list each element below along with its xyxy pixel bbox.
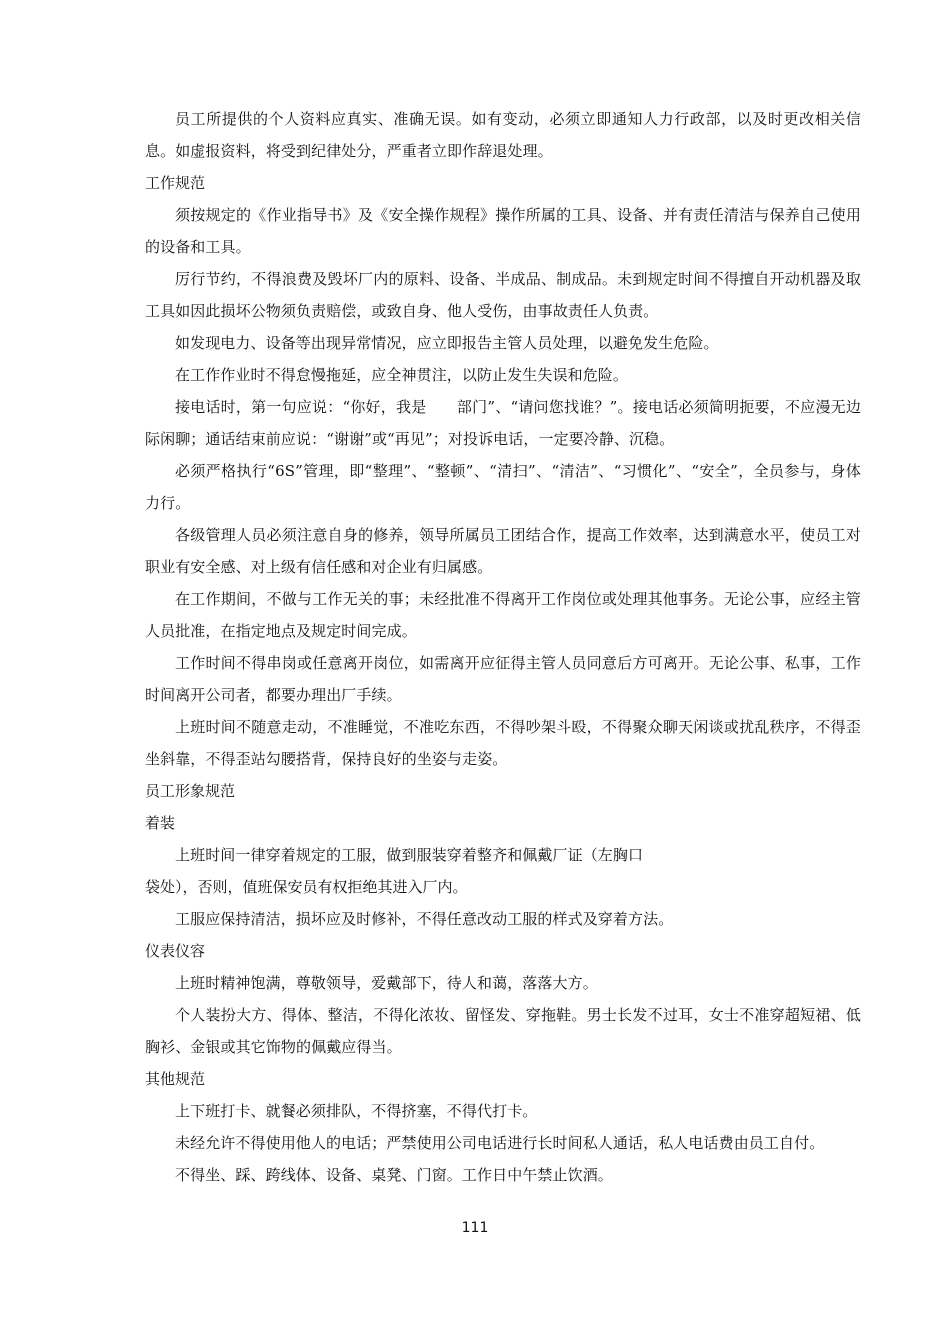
subheading-appearance: 仪表仪容: [145, 942, 206, 960]
paragraph-personal-info: 员工所提供的个人资料应真实、准确无误。如有变动，必须立即通知人力行政部，以及时更改相关信息。如虚报资料，将受到纪律处分，严重者立即作辞退处理。: [145, 110, 861, 160]
paragraph-telephone-use: 未经允许不得使用他人的电话；严禁使用公司电话进行长时间私人通话，私人电话费由员工自付。: [175, 1134, 825, 1152]
paragraph-spirit: 上班时精神饱满，尊敬领导，爱戴部下，待人和蔼，落落大方。: [175, 974, 598, 992]
paragraph-managers: 各级管理人员必须注意自身的修养，领导所属员工团结合作，提高工作效率，达到满意水平，使员工对职业有安全感、对上级有信任感和对企业有归属感。: [145, 526, 861, 576]
paragraph-grooming: 个人装扮大方、得体、整洁，不得化浓妆、留怪发、穿拖鞋。男士长发不过耳，女士不准穿超短裙、低胸衫、金银或其它饰物的佩戴应得当。: [145, 1006, 861, 1056]
paragraph-leave-post: 工作时间不得串岗或任意离开岗位，如需离开应征得主管人员同意后方可离开。无论公事、私事，工作时间离开公司者，都要办理出厂手续。: [145, 654, 861, 704]
paragraph-phone-etiquette: 接电话时，第一句应说：“你好，我是 部门”、“请问您找谁？”。接电话必须简明扼要，不应漫无边际闲聊；通话结束前应说：“谢谢”或“再见”；对投诉电话，一定要冷静、沉稳。: [145, 398, 861, 448]
section-heading-image: 员工形象规范: [145, 782, 236, 800]
paragraph-operating-procedures: 须按规定的《作业指导书》及《安全操作规程》操作所属的工具、设备、并有责任清洁与保养自己使用的设备和工具。: [145, 206, 861, 256]
paragraph-economy: 厉行节约，不得浪费及毁坏厂内的原料、设备、半成品、制成品。未到规定时间不得擅自开动机器及取工具如因此损坏公物须负责赔偿，或致自身、他人受伤，由事故责任人负责。: [145, 270, 861, 320]
paragraph-concentration: 在工作作业时不得怠慢拖延，应全神贯注，以防止发生失误和危险。: [175, 366, 629, 384]
paragraph-behavior: 上班时间不随意走动，不准睡觉，不准吃东西，不得吵架斗殴，不得聚众聊天闲谈或扰乱秩序，不得歪坐斜靠，不得歪站勾腰搭背，保持良好的坐姿与走姿。: [145, 718, 861, 768]
page-content: [145, 103, 861, 1191]
subheading-dress: 着装: [145, 814, 176, 832]
paragraph-uniform-continued: 袋处），否则，值班保安员有权拒绝其进入厂内。: [145, 878, 468, 896]
paragraph-6s: 必须严格执行“6S”管理，即“整理”、“整顿”、“清扫”、“清洁”、“习惯化”、“安全”，全员参与，身体力行。: [145, 462, 861, 512]
paragraph-no-drinking: 不得坐、踩、跨线体、设备、桌凳、门窗。工作日中午禁止饮酒。: [175, 1166, 613, 1184]
section-heading-work-rules: 工作规范: [145, 174, 206, 192]
subheading-other-rules: 其他规范: [145, 1070, 206, 1088]
paragraph-abnormal-report: 如发现电力、设备等出现异常情况，应立即报告主管人员处理，以避免发生危险。: [175, 334, 719, 352]
paragraph-uniform: 上班时间一律穿着规定的工服，做到服装穿着整齐和佩戴厂证（左胸口: [175, 846, 644, 864]
paragraph-clock-in: 上下班打卡、就餐必须排队，不得挤塞，不得代打卡。: [175, 1102, 538, 1120]
page-number: 111: [461, 1220, 489, 1236]
paragraph-work-period: 在工作期间，不做与工作无关的事；未经批准不得离开工作岗位或处理其他事务。无论公事，应经主管人员批准，在指定地点及规定时间完成。: [145, 590, 861, 640]
paragraph-uniform-clean: 工服应保持清洁，损坏应及时修补，不得任意改动工服的样式及穿着方法。: [175, 910, 674, 928]
